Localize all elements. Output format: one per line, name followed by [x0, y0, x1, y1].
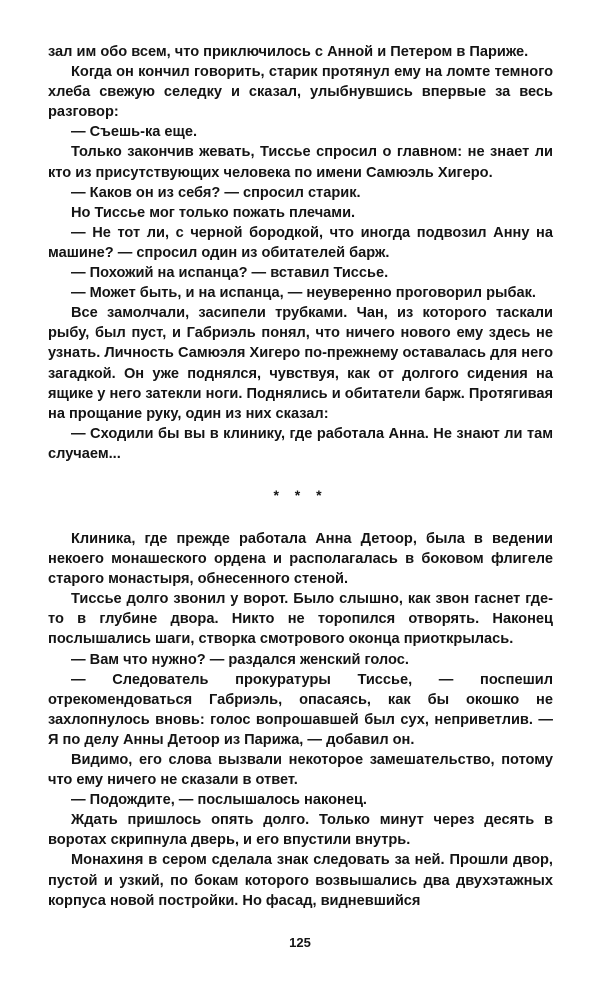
paragraph: Но Тиссье мог только пожать плечами. — [71, 204, 356, 221]
paragraph: Все замолчали, засипели трубками. Чан, из которого таскали рыбу, был пуст, и Габриэль понял, что ничего нового ему здесь не узнать. Личность Самюэля Хигеро по-прежнему оставалась для него загадкой. Он уже поднялся, чувствуя, как от долгого сидения на ящике у него затекли ноги. Поднялись и обитатели барж. Протягивая на прощание руку, один из них сказал: — [48, 305, 553, 422]
page-number: 125 — [289, 935, 311, 950]
paragraph: — Может быть, и на испанца, — неуверенно проговорил рыбак. — [71, 285, 536, 302]
paragraph: — Не тот ли, с черной бородкой, что иногда подвозил Анну на машине? — спросил один из обитателей барж. — [48, 224, 553, 261]
paragraph: Тиссье долго звонил у ворот. Было слышно, как звон гаснет где-то в глубине двора. Никто не торопился отворять. Наконец послышались шаги, створка смотрового оконца приоткрылась. — [48, 591, 553, 648]
paragraph: Видимо, его слова вызвали некоторое замешательство, потому что ему ничего не сказали в ответ. — [48, 752, 553, 789]
paragraph: Только закончив жевать, Тиссье спросил о главном: не знает ли кто из присутствующих человека по имени Самюэль Хигеро. — [48, 144, 553, 181]
paragraph: — Следователь прокуратуры Тиссье, — поспешил отрекомендоваться Габриэль, опасаясь, как бы окошко не захлопнулось вновь: голос вопрошавшей был сух, неприветлив. — Я по делу Анны Детоор из Парижа, — добавил он. — [48, 671, 553, 748]
page-text — [48, 42, 553, 911]
paragraph: Клиника, где прежде работала Анна Детоор, была в ведении некоего монашеского ордена и располагалась в боковом флигеле старого монастыря, обнесенного стеной. — [48, 530, 553, 588]
paragraph: — Съешь-ка еще. — [71, 124, 198, 141]
paragraph: — Похожий на испанца? — вставил Тиссье. — [71, 265, 389, 282]
paragraph: Ждать пришлось опять долго. Только минут через десять в воротах скрипнула дверь, и его впустили внутрь. — [48, 812, 553, 849]
paragraph: Когда он кончил говорить, старик протянул ему на ломте темного хлеба свежую селедку и сказал, улыбнувшись впервые за весь разговор: — [48, 64, 553, 121]
paragraph: зал им обо всем, что приключилось с Анной и Петером в Париже. — [48, 44, 529, 60]
section-separator: * * * — [273, 486, 328, 503]
paragraph: — Подождите, — послышалось наконец. — [71, 792, 367, 809]
paragraph: — Вам что нужно? — раздался женский голос. — [71, 651, 409, 668]
paragraph: — Сходили бы вы в клинику, где работала Анна. Не знают ли там случаем... — [48, 425, 553, 462]
paragraph: Монахиня в сером сделала знак следовать за ней. Прошли двор, пустой и узкий, по бокам которого возвышались два двухэтажных корпуса новой постройки. Но фасад, видневшийся — [48, 852, 553, 909]
paragraph: — Каков он из себя? — спросил старик. — [71, 184, 361, 201]
